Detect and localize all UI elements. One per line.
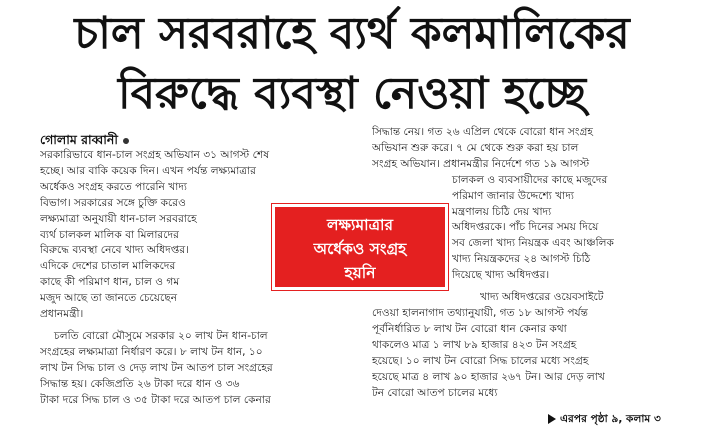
pull-quote-line: হয়নি <box>344 264 376 282</box>
paragraph <box>40 329 358 409</box>
text-line: লাখ টন সিদ্ধ চাল ও দেড় লাখ টন আতপ চাল সংগ্রহের <box>40 361 273 374</box>
text-line: দেওয়া হালনাগাদ তথ্যানুযায়ী, গত ১৮ আগস্ট পর্যন্ত <box>372 306 588 319</box>
text-line: এদিকে দেশের চাতাল মালিকদের <box>40 260 176 273</box>
pull-quote-line: অর্ধেকও সংগ্রহ <box>313 240 407 258</box>
text-line: প্রধানমন্ত্রী। <box>40 308 84 321</box>
text-line: বিভাগ। সরকারের সঙ্গে চুক্তি করেও <box>40 196 186 209</box>
text-line: সিদ্ধান্ত নেয়। গত ২৬ এপ্রিল থেকে বোরো ধান সংগ্রহ <box>372 126 593 138</box>
pull-quote-line: লক্ষ্যমাত্রার <box>326 216 394 234</box>
paragraph <box>372 290 690 401</box>
text-line: কাছে কী পরিমাণ ধান, চাল ও গম <box>40 276 180 289</box>
text-line: অভিযান শুরু করে। ৭ মে থেকে শুরু করা হয় চাল <box>372 141 579 154</box>
pull-quote-box <box>272 204 448 290</box>
text-line: হচ্ছে। আর বাকি কয়েক দিন। এখন পর্যন্ত লক্ষ্যমাত্রার <box>40 164 256 177</box>
headline-line-2: বিরুদ্ধে ব্যবস্থা নেওয়া হচ্ছে <box>118 68 586 119</box>
continued-text: এরপর পৃষ্ঠা ৯, কলাম ৩ <box>560 413 661 425</box>
text-line: সংগ্রহের লক্ষ্যমাত্রা নির্ধারণ করে। ৮ লাখ টন ধান, ১০ <box>40 345 263 358</box>
text-line: খাদ্য অধিদপ্তরের ওয়েবসাইটে <box>480 291 604 304</box>
text-line: পরিমাণ জানার উদ্দেশ্যে খাদ্য <box>452 189 574 202</box>
text-line: চালকল ও ব্যবসায়ীদের কাছে মজুদের <box>452 173 608 186</box>
text-line: বিরুদ্ধে ব্যবস্থা নেবে খাদ্য অধিদপ্তর। <box>40 244 189 257</box>
bullet-icon <box>123 138 129 144</box>
text-line: দিয়েছে খাদ্য অধিদপ্তর। <box>452 269 550 282</box>
text-line: থাকলেও মাত্র ১ লাখ ৮৯ হাজার ৪২৩ টন সংগ্রহ <box>372 338 577 351</box>
text-line: লক্ষ্যমাত্রা অনুযায়ী ধান-চাল সরবরাহে <box>40 212 197 225</box>
text-line: হয়েছে মাত্র ৪ লাখ ৯০ হাজার ২৬৭ টন। আর দেড় লাখ <box>372 370 605 383</box>
text-line: চলতি বোরো মৌসুমে সরকার ২০ লাখ টন ধান-চাল <box>54 329 268 342</box>
text-line: মজুদ আছে তা জানতে চেয়েছেন <box>40 292 178 305</box>
text-line: সরকারিভাবে ধান-চাল সংগ্রহ অভিযান ৩১ আগস্ট শেষ <box>40 149 270 161</box>
triangle-arrow-icon <box>548 414 556 424</box>
author-name: গোলাম রাব্বানী <box>40 132 118 147</box>
text-line: মন্ত্রণালয় চিঠি দেয় খাদ্য <box>452 205 552 218</box>
text-line: টন বোরো আতপ চালের মধ্যে <box>372 386 498 399</box>
text-line: সিদ্ধান্ত হয়। কেজিপ্রতি ২৬ টাকা দরে ধান ও ৩৬ <box>40 377 240 390</box>
continued-on-page-note <box>548 412 661 429</box>
text-line: হয়েছে। ১০ লাখ টন বোরো সিদ্ধ চালের মধ্যে সংগ্রহ <box>372 354 589 367</box>
text-line: অধিদপ্তরকে। পাঁচ দিনের সময় দিয়ে <box>452 221 599 234</box>
text-line: টাকা দরে সিদ্ধ চাল ও ৩৫ টাকা দরে আতপ চাল কেনার <box>40 393 271 406</box>
text-line: পূর্বনির্ধারিত ৮ লাখ টন বোরো ধান কেনার কথা <box>372 322 567 335</box>
text-line: খাদ্য নিয়ন্ত্রকদের ২৪ আগস্ট চিঠি <box>452 253 591 266</box>
text-line: সংগ্রহ অভিযান। প্রধানমন্ত্রীর নির্দেশে গত ১৯ আগস্ট <box>372 157 590 170</box>
text-line: অর্ধেকও সংগ্রহ করতে পারেনি খাদ্য <box>40 180 187 193</box>
headline-line-1: চাল সরবরাহে ব্যর্থ কলমালিকের <box>74 8 630 59</box>
text-line: সব জেলা খাদ্য নিয়ন্ত্রক এবং আঞ্চলিক <box>452 237 614 250</box>
text-line: ব্যর্থ চালকল মালিক বা মিলারদের <box>40 228 179 241</box>
